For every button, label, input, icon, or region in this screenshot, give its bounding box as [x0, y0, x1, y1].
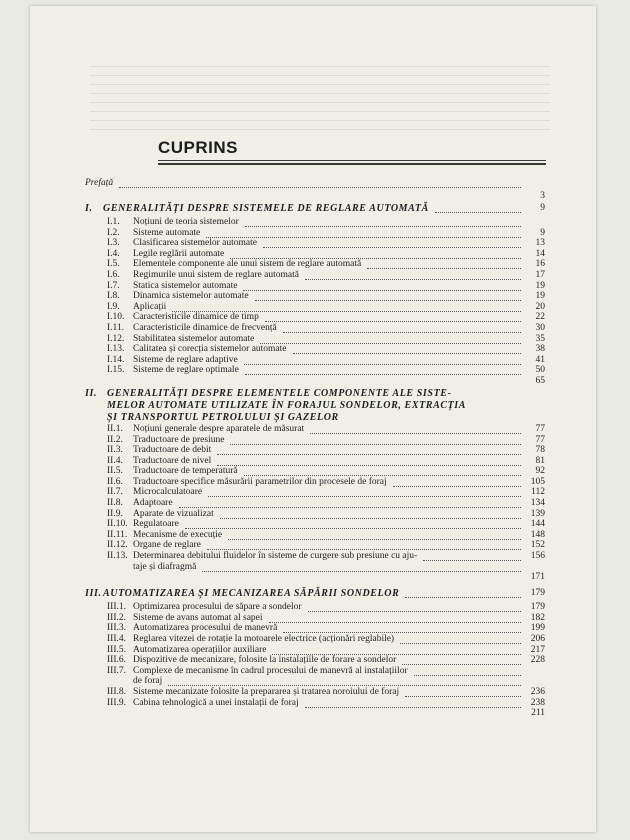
toc-entry [85, 217, 545, 228]
toc-entry-number: II.2. [107, 434, 123, 445]
toc-entry-number: II.3. [107, 445, 123, 456]
toc-entry-title: Traductoare de nivel [133, 455, 212, 466]
toc-entry-title: Organe de reglare [133, 540, 201, 551]
toc-entry-page: 199 [530, 623, 545, 634]
toc-entry-page: 19 [535, 280, 545, 291]
toc-entry-page: 236 [530, 686, 545, 697]
toc-entry [85, 698, 545, 709]
toc-entry [85, 355, 545, 366]
toc-entry-title: Traductoare specifice măsurării parametrilor din procesele de foraj [133, 476, 387, 487]
toc-entry [85, 602, 545, 613]
toc-entry-page: 238 [530, 697, 545, 708]
toc-entry-title: Noțiuni generale despre aparatele de măsurat [133, 423, 305, 434]
toc-entry [85, 530, 545, 541]
toc-entry-number: I.10. [107, 312, 125, 323]
toc-entry-title: Dispozitive de mecanizare, folosite la instalațiile de forare a sondelor [133, 655, 397, 666]
page-title: CUPRINS [158, 138, 239, 157]
toc-entry [85, 365, 545, 376]
toc-entry [85, 445, 545, 456]
toc-entry-page: 228 [530, 655, 545, 666]
toc-entry [85, 249, 545, 260]
toc-entry [85, 334, 545, 345]
toc-entry-title: Calitatea și corecția sistemelor automate [133, 344, 287, 355]
toc-entry-title: Elementele componente ale unui sistem de reglare automată [133, 259, 362, 270]
bleed-through-text [90, 66, 550, 136]
toc-entry-title: Caracteristicile dinamice de timp [133, 312, 259, 323]
toc-entry-number: II.11. [107, 529, 128, 540]
toc-entry [85, 424, 545, 435]
toc-entry-number: II.10. [107, 519, 128, 530]
toc-entry-title: taje și diafragmă [133, 561, 197, 572]
toc-entry [85, 259, 545, 270]
toc-leader-dots [405, 596, 521, 598]
toc-entry-title: Mecanisme de execuție [133, 529, 223, 540]
toc-entry-page: 171 [530, 572, 545, 583]
toc-entry-title: Determinarea debitului fluidelor în sisteme de curgere sub presiune cu aju- [133, 551, 418, 562]
toc-entry [85, 519, 545, 530]
toc-entry-title: Clasificarea sistemelor automate [133, 238, 257, 249]
toc-entry [85, 572, 545, 584]
toc-entry [85, 302, 545, 313]
toc-entry [85, 376, 545, 388]
toc-entry [85, 708, 545, 720]
toc-entry-page: 9 [540, 227, 545, 238]
toc-entry-title: Aplicații [133, 301, 167, 312]
toc-entry-number: I.12. [107, 333, 125, 344]
table-of-contents [85, 178, 545, 720]
toc-entry-page: 179 [530, 588, 545, 599]
toc-entry-title: Automatizarea operațiilor auxiliare [133, 644, 267, 655]
toc-entry-title: MELOR AUTOMATE UTILIZATE ÎN FORAJUL SONDELOR, EXTRACȚIA [107, 399, 467, 411]
toc-entry-title: Regimurile unui sistem de reglare automată [133, 269, 299, 280]
toc-entry-number: II.4. [107, 455, 123, 466]
toc-entry [85, 588, 545, 602]
toc-entry-page: 17 [535, 269, 545, 280]
toc-entry-title: Sisteme de avans automat al sapei [133, 612, 263, 623]
toc-leader-dots [435, 211, 521, 213]
toc-entry-number: I.13. [107, 344, 125, 355]
toc-entry-title: Noțiuni de teoria sistemelor [133, 217, 239, 227]
toc-entry-title: Dinamica sistemelor automate [133, 291, 249, 302]
toc-entry-number: III.6. [107, 655, 126, 666]
toc-entry-title: Sisteme automate [133, 227, 201, 238]
toc-entry-title: Stabilitatea sistemelor automate [133, 333, 255, 344]
toc-entry-page: 144 [530, 519, 545, 530]
toc-entry-page: 152 [530, 540, 545, 551]
toc-entry-number: I.6. [107, 269, 120, 280]
toc-entry-number: I.5. [107, 259, 120, 270]
toc-entry [85, 435, 545, 446]
toc-entry [85, 562, 545, 573]
toc-entry-page: 3 [540, 191, 545, 201]
toc-entry [85, 634, 545, 645]
toc-entry [85, 238, 545, 249]
toc-entry-number: II.6. [107, 476, 123, 487]
toc-entry-page: 35 [535, 333, 545, 344]
toc-entry-page: 19 [535, 291, 545, 302]
toc-entry-page: 81 [535, 455, 545, 466]
toc-entry-title: de foraj [133, 676, 163, 687]
toc-entry [85, 203, 545, 217]
toc-entry-title: Traductoare de temperatură [133, 466, 238, 477]
toc-entry-title: AUTOMATIZAREA ȘI MECANIZAREA SĂPĂRII SONDELOR [103, 588, 400, 600]
toc-entry [85, 388, 545, 400]
toc-entry-number: I.4. [107, 248, 120, 259]
toc-entry [85, 270, 545, 281]
toc-entry [85, 191, 545, 203]
toc-entry-number: II.1. [107, 423, 123, 434]
toc-entry-title: Aparate de vizualizat [133, 508, 214, 519]
toc-entry-title: Caracteristicile dinamice de frecvență [133, 322, 277, 333]
toc-entry [85, 687, 545, 698]
toc-entry-title: Adaptoare [133, 498, 173, 509]
toc-entry-page: 217 [530, 644, 545, 655]
toc-entry-number: II.12. [107, 540, 128, 551]
toc-entry-page: 139 [530, 508, 545, 519]
toc-entry [85, 551, 545, 562]
toc-entry-number: I.3. [107, 238, 120, 249]
toc-entry-page: 179 [530, 602, 545, 613]
toc-entry-title: Regulatoare [133, 519, 179, 530]
book-page [30, 6, 596, 832]
toc-entry-title: Sisteme de reglare adaptive [133, 354, 238, 365]
toc-entry-title: Reglarea vitezei de rotație la motoarele electrice (acționări reglabile) [133, 634, 395, 644]
toc-entry [85, 613, 545, 624]
toc-entry-title: Cabina tehnologică a unei instalații de foraj [133, 697, 299, 708]
toc-entry-page: 50 [535, 365, 545, 376]
toc-entry-page: 182 [530, 612, 545, 623]
toc-entry-number: III.4. [107, 634, 126, 644]
toc-entry-number: III.1. [107, 602, 126, 613]
toc-entry [85, 466, 545, 477]
toc-entry-page: 211 [531, 708, 545, 719]
toc-entry [85, 540, 545, 551]
toc-entry-page: 206 [530, 634, 545, 644]
toc-entry-title: GENERALITĂȚI DESPRE SISTEMELE DE REGLARE AUTOMATĂ [103, 203, 429, 214]
toc-entry-page: 148 [530, 529, 545, 540]
toc-entry [85, 412, 545, 424]
toc-entry-page: 41 [535, 354, 545, 365]
toc-entry-title: Sisteme de reglare optimale [133, 365, 239, 376]
toc-entry [85, 281, 545, 292]
toc-entry-page: 38 [535, 344, 545, 355]
toc-entry-title: Automatizarea procesului de manevră [133, 623, 278, 634]
toc-entry [85, 676, 545, 687]
toc-entry-title: Prefață [85, 178, 114, 188]
toc-entry-number: II. [85, 387, 98, 399]
toc-entry-number: III.2. [107, 612, 126, 623]
toc-entry-number: III.8. [107, 686, 126, 697]
toc-entry-number: I.1. [107, 217, 120, 227]
toc-entry [85, 498, 545, 509]
toc-entry-page: 13 [535, 238, 545, 249]
toc-entry-number: II.9. [107, 508, 123, 519]
toc-entry-title: Statica sistemelor automate [133, 280, 238, 291]
toc-entry-page: 9 [540, 203, 545, 213]
toc-entry-number: I.11. [107, 322, 125, 333]
toc-entry-title: Optimizarea procesului de săpare a sondelor [133, 602, 302, 613]
toc-entry-title: Sisteme mecanizate folosite la prepararea și tratarea noroiului de foraj [133, 686, 400, 697]
toc-entry-title: Traductoare de presiune [133, 434, 225, 445]
toc-entry-page: 105 [530, 476, 545, 487]
toc-entry-page: 78 [535, 445, 545, 456]
toc-entry [85, 509, 545, 520]
toc-entry-title: ȘI TRANSPORTUL PETROLULUI ȘI GAZELOR [107, 411, 339, 423]
toc-entry-number: III.5. [107, 644, 126, 655]
toc-entry-title: GENERALITĂȚI DESPRE ELEMENTELE COMPONENTE ALE SISTE- [107, 387, 452, 399]
toc-entry-number: II.13. [107, 551, 128, 562]
toc-entry-number: III.9. [107, 697, 126, 708]
toc-entry-page: 22 [535, 312, 545, 323]
toc-entry [85, 623, 545, 634]
toc-entry [85, 477, 545, 488]
toc-entry [85, 323, 545, 334]
toc-entry-number: III. [85, 588, 102, 600]
toc-entry [85, 228, 545, 239]
toc-entry-number: I.15. [107, 365, 125, 376]
toc-entry-number: III.3. [107, 623, 126, 634]
toc-entry-number: I.2. [107, 227, 120, 238]
toc-entry-number: I.7. [107, 280, 120, 291]
toc-entry [85, 312, 545, 323]
toc-entry-page: 65 [535, 375, 545, 386]
toc-entry-page: 77 [535, 434, 545, 445]
toc-entry-page: 134 [530, 498, 545, 509]
toc-entry [85, 487, 545, 498]
toc-entry-title: Complexe de mecanisme în cadrul procesului de manevră al instalațiilor [133, 665, 408, 676]
toc-entry-page: 92 [535, 466, 545, 477]
toc-entry [85, 344, 545, 355]
toc-entry [85, 645, 545, 656]
title-rule-top [158, 160, 546, 161]
title-rule-bottom [158, 163, 546, 165]
toc-leader-dots [119, 186, 521, 188]
toc-entry-title: Microcalculatoare [133, 487, 203, 498]
toc-entry-number: I.8. [107, 291, 120, 302]
toc-entry-page: 156 [530, 551, 545, 562]
toc-entry-number: II.8. [107, 498, 123, 509]
toc-entry [85, 666, 545, 677]
toc-entry-page: 16 [535, 259, 545, 270]
toc-entry-number: I.9. [107, 301, 120, 312]
toc-entry-title: Legile reglării automate [133, 248, 225, 259]
toc-entry-title: Traductoare de debit [133, 445, 212, 456]
toc-entry [85, 400, 545, 412]
toc-entry-page: 77 [535, 423, 545, 434]
toc-entry-page: 30 [535, 322, 545, 333]
toc-entry-number: I.14. [107, 354, 125, 365]
toc-entry [85, 456, 545, 467]
toc-entry-page: 14 [535, 248, 545, 259]
toc-entry [85, 178, 545, 191]
toc-entry-page: 112 [531, 487, 545, 498]
toc-entry [85, 291, 545, 302]
toc-entry-number: I. [85, 203, 93, 214]
toc-entry-number: III.7. [107, 665, 126, 676]
toc-entry-number: II.7. [107, 487, 123, 498]
toc-entry-number: II.5. [107, 466, 123, 477]
toc-entry-page: 20 [535, 301, 545, 312]
toc-entry [85, 655, 545, 666]
